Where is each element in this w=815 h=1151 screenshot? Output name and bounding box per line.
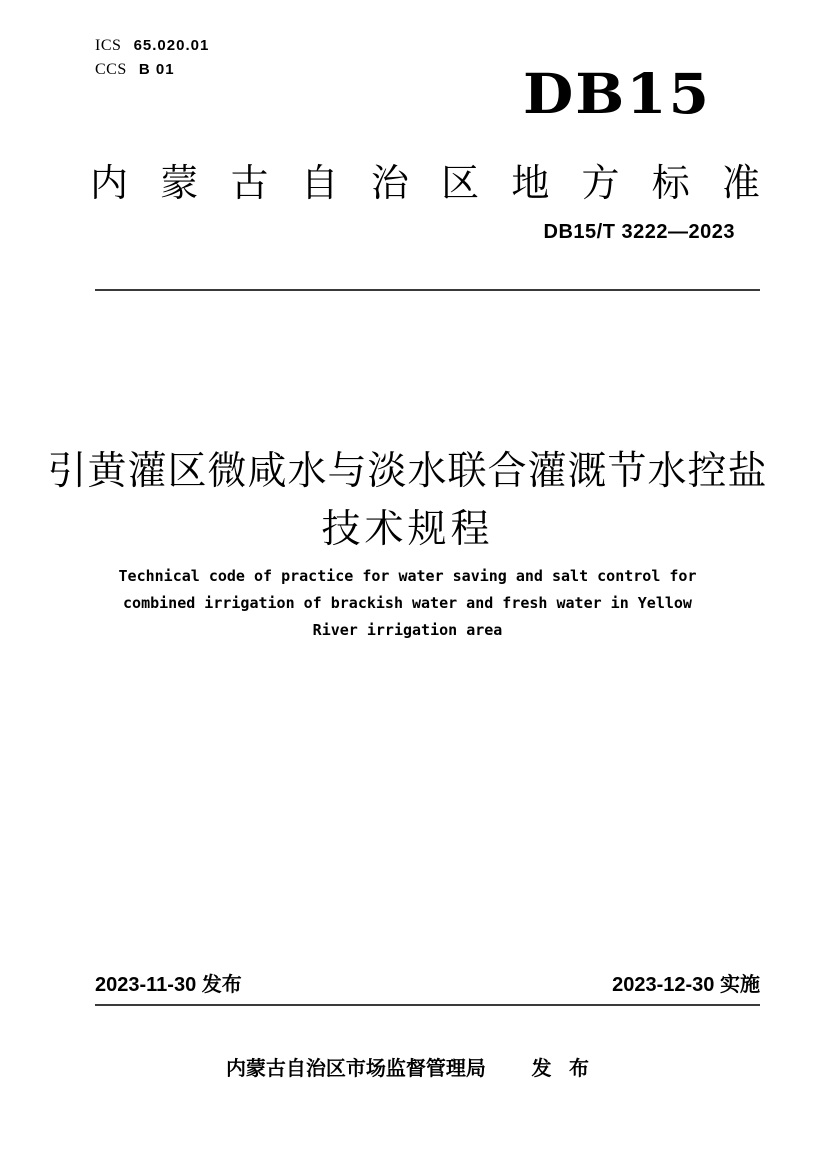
standard-number: DB15/T 3222—2023: [543, 221, 735, 243]
ccs-label: CCS: [95, 61, 127, 78]
english-title-block: [0, 563, 815, 644]
ics-label: ICS: [95, 37, 122, 54]
region-standard-title: 内 蒙 古 自 治 区 地 方 标 准: [90, 163, 760, 205]
ics-value: 65.020.01: [133, 37, 210, 54]
main-title-block: [0, 446, 815, 556]
header-divider-rule: [95, 289, 760, 291]
english-title-line3: River irrigation area: [312, 621, 503, 639]
ics-line: [95, 34, 209, 58]
classification-block: [95, 34, 209, 82]
db15-logo: DB15: [522, 61, 711, 127]
ccs-value: B 01: [138, 61, 175, 78]
main-title-line2: 技术规程: [321, 508, 494, 551]
publisher-name: 内蒙古自治区市场监督管理局: [225, 1058, 486, 1080]
publish-action-label: 发 布: [531, 1058, 590, 1080]
english-title-line2: combined irrigation of brackish water and fresh water in Yellow: [123, 594, 692, 612]
ccs-line: [95, 58, 209, 82]
implement-date: 2023-12-30 实施: [612, 974, 760, 996]
english-title-line1: Technical code of practice for water saving and salt control for: [118, 567, 697, 585]
main-title-line1: 引黄灌区微咸水与淡水联合灌溉节水控盐: [47, 450, 768, 493]
publisher-row: [0, 1052, 815, 1081]
date-row: [95, 968, 760, 1006]
issue-date: 2023-11-30 发布: [95, 974, 242, 996]
